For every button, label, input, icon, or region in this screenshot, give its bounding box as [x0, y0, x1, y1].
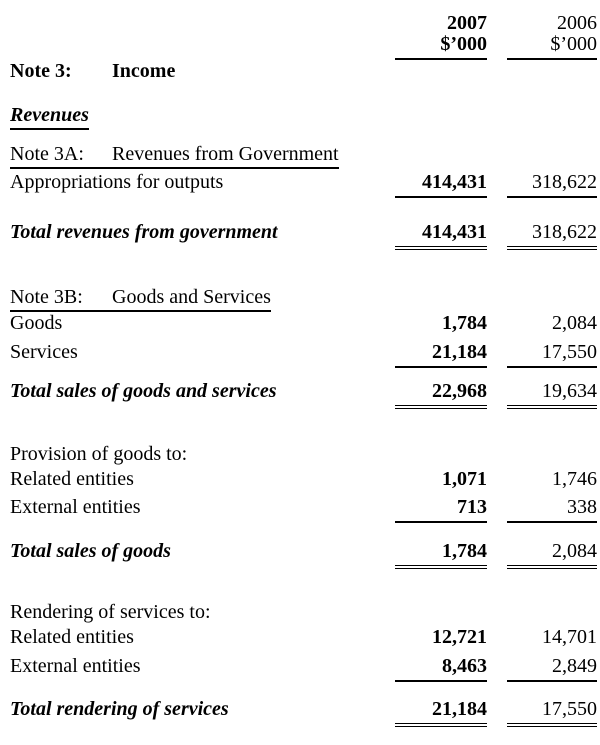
row-label: Related entities: [10, 468, 134, 490]
value-2006: 17,550: [507, 341, 597, 368]
total-label: Total revenues from government: [10, 221, 278, 243]
total-row: [10, 380, 597, 409]
note-title-row: [10, 60, 597, 83]
note-3a-title: Revenues from Government: [112, 143, 339, 165]
value-2006: 318,622: [507, 171, 597, 198]
revenues-heading-row: [10, 104, 597, 130]
unit-2006-header: $’000: [507, 33, 597, 60]
note-name: Income: [112, 60, 176, 82]
subsection-intro-row: [10, 601, 597, 624]
total-value-2006: 318,622: [507, 221, 597, 250]
subsection-intro: Rendering of services to:: [10, 601, 211, 623]
value-2007: 1,784: [442, 312, 487, 334]
row-label: Appropriations for outputs: [10, 171, 224, 193]
subsection-intro-row: [10, 443, 597, 466]
total-label: Total sales of goods and services: [10, 380, 277, 402]
table-row: [10, 341, 597, 368]
note-3a-heading: [10, 143, 339, 169]
total-value-2007: 1,784: [395, 540, 487, 569]
total-value-2006: 19,634: [507, 380, 597, 409]
value-2006: 2,084: [552, 312, 597, 334]
total-value-2006: 2,084: [507, 540, 597, 569]
row-label: Goods: [10, 312, 63, 334]
table-row: [10, 312, 597, 335]
value-2007: 414,431: [395, 171, 487, 198]
note-3b-heading-row: [10, 286, 597, 312]
row-label: Related entities: [10, 626, 134, 648]
note-3b-number: Note 3B:: [10, 286, 83, 308]
value-2007: 1,071: [442, 468, 487, 490]
table-row: [10, 655, 597, 682]
value-2006: 1,746: [552, 468, 597, 490]
unit-2007-header: $’000: [395, 33, 487, 60]
row-label: External entities: [10, 496, 141, 518]
value-2007: 713: [395, 496, 487, 523]
revenues-section-heading: Revenues: [10, 104, 89, 130]
total-label: Total sales of goods: [10, 540, 171, 562]
note-3a-number: Note 3A:: [10, 143, 84, 165]
year-2006-header: 2006: [557, 12, 597, 34]
total-row: [10, 698, 597, 727]
value-2007: 8,463: [395, 655, 487, 682]
table-row: [10, 496, 597, 523]
value-2006: 2,849: [507, 655, 597, 682]
note-3b-title: Goods and Services: [112, 286, 271, 308]
row-label: Services: [10, 341, 78, 363]
note-number: Note 3:: [10, 60, 72, 82]
value-2007: 12,721: [432, 626, 487, 648]
total-row: [10, 221, 597, 250]
subsection-intro: Provision of goods to:: [10, 443, 188, 465]
note-title: [10, 60, 597, 83]
total-value-2007: 21,184: [395, 698, 487, 727]
value-2007: 21,184: [395, 341, 487, 368]
revenues-heading-wrap: [10, 104, 597, 130]
year-2007-header: 2007: [447, 12, 487, 34]
row-label: External entities: [10, 655, 141, 677]
total-value-2007: 22,968: [395, 380, 487, 409]
total-value-2007: 414,431: [395, 221, 487, 250]
unit-header-row: [10, 33, 597, 60]
total-label: Total rendering of services: [10, 698, 229, 720]
total-row: [10, 540, 597, 569]
table-row: [10, 468, 597, 491]
column-header-row: [10, 12, 597, 35]
table-row: [10, 626, 597, 649]
value-2006: 14,701: [542, 626, 597, 648]
note-3b-heading: [10, 286, 271, 312]
note-3b-heading-wrap: [10, 286, 597, 312]
note-3a-heading-wrap: [10, 143, 597, 169]
table-row: [10, 171, 597, 198]
note-3a-heading-row: [10, 143, 597, 169]
value-2006: 338: [507, 496, 597, 523]
total-value-2006: 17,550: [507, 698, 597, 727]
